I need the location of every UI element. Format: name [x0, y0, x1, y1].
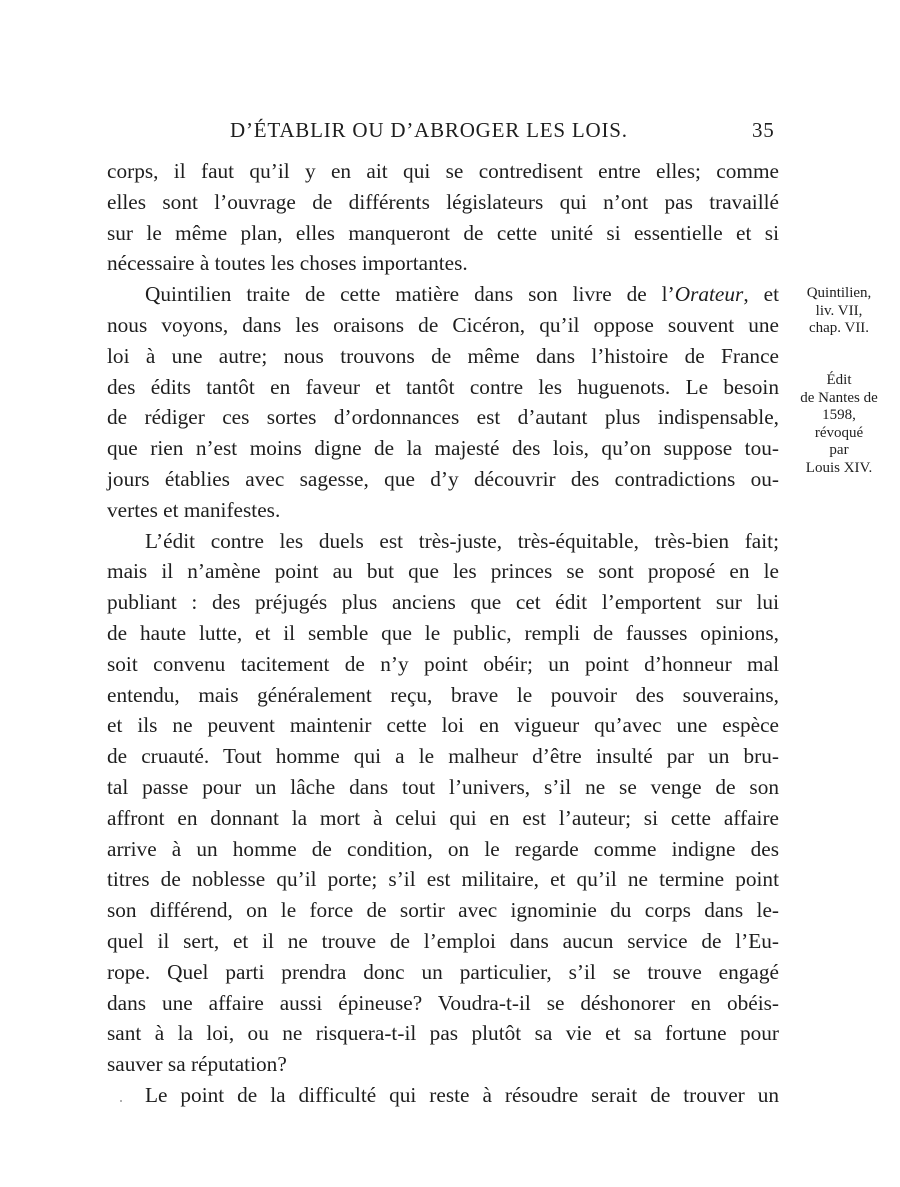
margin-note-line: liv. VII,	[815, 302, 863, 319]
text-line: L’édit contre les duels est très-juste, très-équitable, très-bien fait;	[145, 528, 779, 553]
paragraph	[107, 279, 779, 525]
text-line: arrive à un homme de condition, on le regarde comme indigne des	[107, 836, 779, 861]
text-line: son différend, on le force de sortir avec ignominie du corps dans le-	[107, 898, 779, 923]
text-line: de haute lutte, et il semble que le public, rempli de fausses opinions,	[107, 620, 779, 645]
text-line: corps, il faut qu’il y en ait qui se contredisent entre elles; comme	[107, 159, 779, 183]
text-line: affront en donnant la mort à celui qui en est l’auteur; si cette affaire	[107, 805, 779, 830]
text-line: loi à une autre; nous trouvons de même dans l’histoire de France	[107, 343, 779, 368]
text-line: sur le même plan, elles manqueront de cette unité si essentielle et si	[107, 220, 779, 245]
paragraph	[107, 1080, 779, 1111]
text-line: dans une affaire aussi épineuse? Voudra-t-il se déshonorer en obéis-	[107, 990, 779, 1015]
text-line: vertes et manifestes.	[107, 497, 281, 522]
text-line: quel il sert, et il ne trouve de l’emploi dans aucun service de l’Eu-	[107, 928, 779, 953]
margin-note-line: de Nantes de	[800, 389, 878, 406]
margin-note-line: chap. VII.	[808, 320, 870, 336]
book-title-emphasis: Orateur	[674, 282, 744, 307]
paragraph	[107, 156, 779, 279]
margin-note-line: Quintilien,	[806, 285, 872, 301]
page-header	[0, 118, 900, 148]
print-speck	[120, 1100, 122, 1102]
text-line: titres de noblesse qu’il porte; s’il est militaire, et qu’il ne termine point	[107, 867, 779, 892]
text-line: nous voyons, dans les oraisons de Cicéron, qu’il oppose souvent une	[107, 312, 779, 337]
text-line: Le point de la difficulté qui reste à résoudre serait de trouver un	[145, 1082, 779, 1107]
text-line: des édits tantôt en faveur et tantôt contre les huguenots. Le besoin	[107, 374, 779, 399]
text-line: rope. Quel parti prendra donc un particulier, s’il se trouve engagé	[107, 959, 779, 984]
text-line: entendu, mais généralement reçu, brave le pouvoir des souverains,	[107, 682, 779, 707]
text-line: et ils ne peuvent maintenir cette loi en vigueur qu’avec une espèce	[107, 713, 779, 738]
text-line: de rédiger ces sortes d’ordonnances est d’autant plus indispensable,	[107, 405, 779, 430]
text-line: tal passe pour un lâche dans tout l’univers, s’il ne se venge de son	[107, 774, 779, 799]
text-line: jours établies avec sagesse, que d’y découvrir des contradictions ou-	[107, 466, 779, 491]
page-number: 35	[752, 118, 775, 142]
text-line: elles sont l’ouvrage de différents législateurs qui n’ont pas travaillé	[107, 189, 779, 214]
margin-note-line: révoqué	[814, 424, 864, 441]
margin-note-line: par	[829, 442, 849, 458]
text-line: sant à la loi, ou ne risquera-t-il pas plutôt sa vie et sa fortune pour	[107, 1021, 779, 1046]
text-line: que rien n’est moins digne de la majesté des lois, qu’on suppose tou-	[107, 436, 779, 461]
text-line: soit convenu tacitement de n’y point obéir; un point d’honneur mal	[107, 651, 779, 676]
text-line: sauver sa réputation?	[107, 1052, 287, 1077]
text-line: mais il n’amène point au but que les princes se sont proposé en le	[107, 559, 779, 584]
margin-note-line: Édit	[826, 372, 852, 388]
text-line: nécessaire à toutes les choses importantes.	[107, 251, 468, 276]
body-text	[107, 156, 779, 1111]
margin-note-quintilien	[778, 285, 900, 338]
paragraph	[107, 526, 779, 1080]
running-title: D’ÉTABLIR OU D’ABROGER LES LOIS.	[230, 118, 628, 142]
text-line: publiant : des préjugés plus anciens que cet édit l’emportent sur lui	[107, 590, 779, 615]
margin-note-edit-de-nantes	[778, 372, 900, 477]
text-line: de cruauté. Tout homme qui a le malheur d’être insulté par un bru-	[107, 744, 779, 769]
text-line: Quintilien traite de cette matière dans son livre de l’Orateur, et	[145, 282, 779, 307]
margin-note-line: Louis XIV.	[805, 459, 873, 476]
margin-note-line: 1598,	[822, 407, 856, 423]
